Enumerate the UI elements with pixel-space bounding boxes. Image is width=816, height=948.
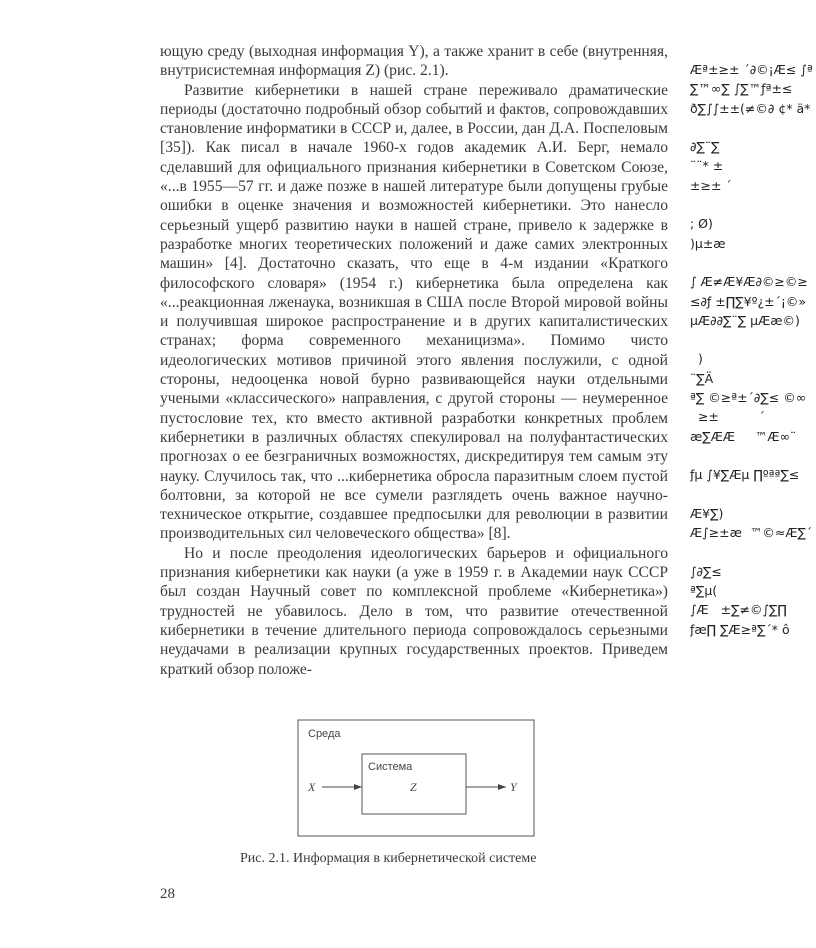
paragraph-after-recognition: Но и после преодоления идеологических барьеров и официального признания кибернетики как науки (а уже в 1959 г. в Академии наук СССР был создан Научный совет по комплексной проблеме «Кибернетика») трудностей не убавилось. Дело в том, что развитие отечественной кибернетики в течение длительного периода сопровождалось серьезными неудачами в реализации крупных государственных проектов. Приведем краткий обзор положе- bbox=[160, 544, 668, 678]
body-text bbox=[160, 42, 668, 679]
system-label: Система bbox=[368, 761, 413, 773]
paragraph-cybernetics-history: Развитие кибернетики в нашей стране переживало драматические периоды (достаточно подробный обзор событий и фактов, сопровождавших становление информатики в СССР и, далее, в России, дан Д.А. Поспеловым [35]). Как писал в начале 1960-х годов академик А.И. Берг, немало сделавший для официального признания кибернетики в Советском Союзе, «...в 1955—57 гг. и даже позже в нашей литературе были допущены грубые ошибки в оценке значения и возможностей кибернетики. Это нанесло серьезный ущерб развитию науки в нашей стране, привело к задержке в разработке многих теоретических положений и даже самих электронных машин» [4]. Достаточно сказать, что еще в 4-м издании «Краткого философского словаря» (1954 г.) кибернетика была определена как «...реакционная лженаука, возникшая в США после Второй мировой войны и получившая широкое распространение и в других капиталистических странах; форма современного механицизма». Помимо чисто идеологических мотивов причиной этого явления послужили, с одной стороны, недооценка новой бурно развивающейся науки отдельными учеными «классического» направления, с другой стороны — неумеренное пустословие тех, кто вместо активной разработки конкретных проблем кибернетики в различных областях спекулировал на полуфантастических прогнозах о ее безграничных возможностях, дискредитируя тем самым эту науку. Случилось так, что ...кибернетика обросла паразитным слоем пустой болтовни, за которой не все сумели разглядеть очень важное научно-техническое открытие, создавшее предпосылки для революции в развитии производительных сил человеческого общества» [8]. bbox=[160, 81, 668, 543]
environment-label: Среда bbox=[308, 728, 341, 740]
figure-caption: Рис. 2.1. Информация в кибернетической системе bbox=[240, 851, 537, 866]
margin-garbled-text: Æª±≥± ´∂©¡Æ≤ ∫ª ∑™∞∑ ∫∑™ƒª±≤ ð∑∫∫±±(≠©∂ ¢* ä* ∂∑¨∑ ¨¨* ± ±≥± ´ ; Ø) )µ±æ ∫ Æ≠Æ¥Æ∂©≥©≥ ≤∂ƒ ±∏∑¥º¿±´¡©» µÆ∂∂∑¨∑ µÆæ©) ) ¨∑Ä ª∑ ©≥ª±´∂∑≤ ©∞ ≥± ´ æ∑ÆÆ ™Æ∞¨ ƒµ ∫¥∑Æµ ∏ºªª∑≤ Æ¥∑) Æ∫≥±æ ™©≈Æ∑´ ∫∂∑≤ ª∑µ( ∫Æ ±∑≠©∫∑∏ ƒæ∏ ∑Æ≥ª∑´* ô bbox=[690, 62, 813, 637]
paragraph-continuation: ющую среду (выходная информация Y), а также хранит в себе (внутренняя, внутрисистемная информация Z) (рис. 2.1). bbox=[160, 43, 668, 80]
system-diagram bbox=[296, 718, 536, 838]
internal-label: Z bbox=[410, 780, 417, 794]
page-number: 28 bbox=[160, 886, 175, 902]
diagram-svg bbox=[296, 718, 536, 838]
output-label: Y bbox=[510, 780, 517, 794]
input-label: X bbox=[308, 780, 316, 794]
